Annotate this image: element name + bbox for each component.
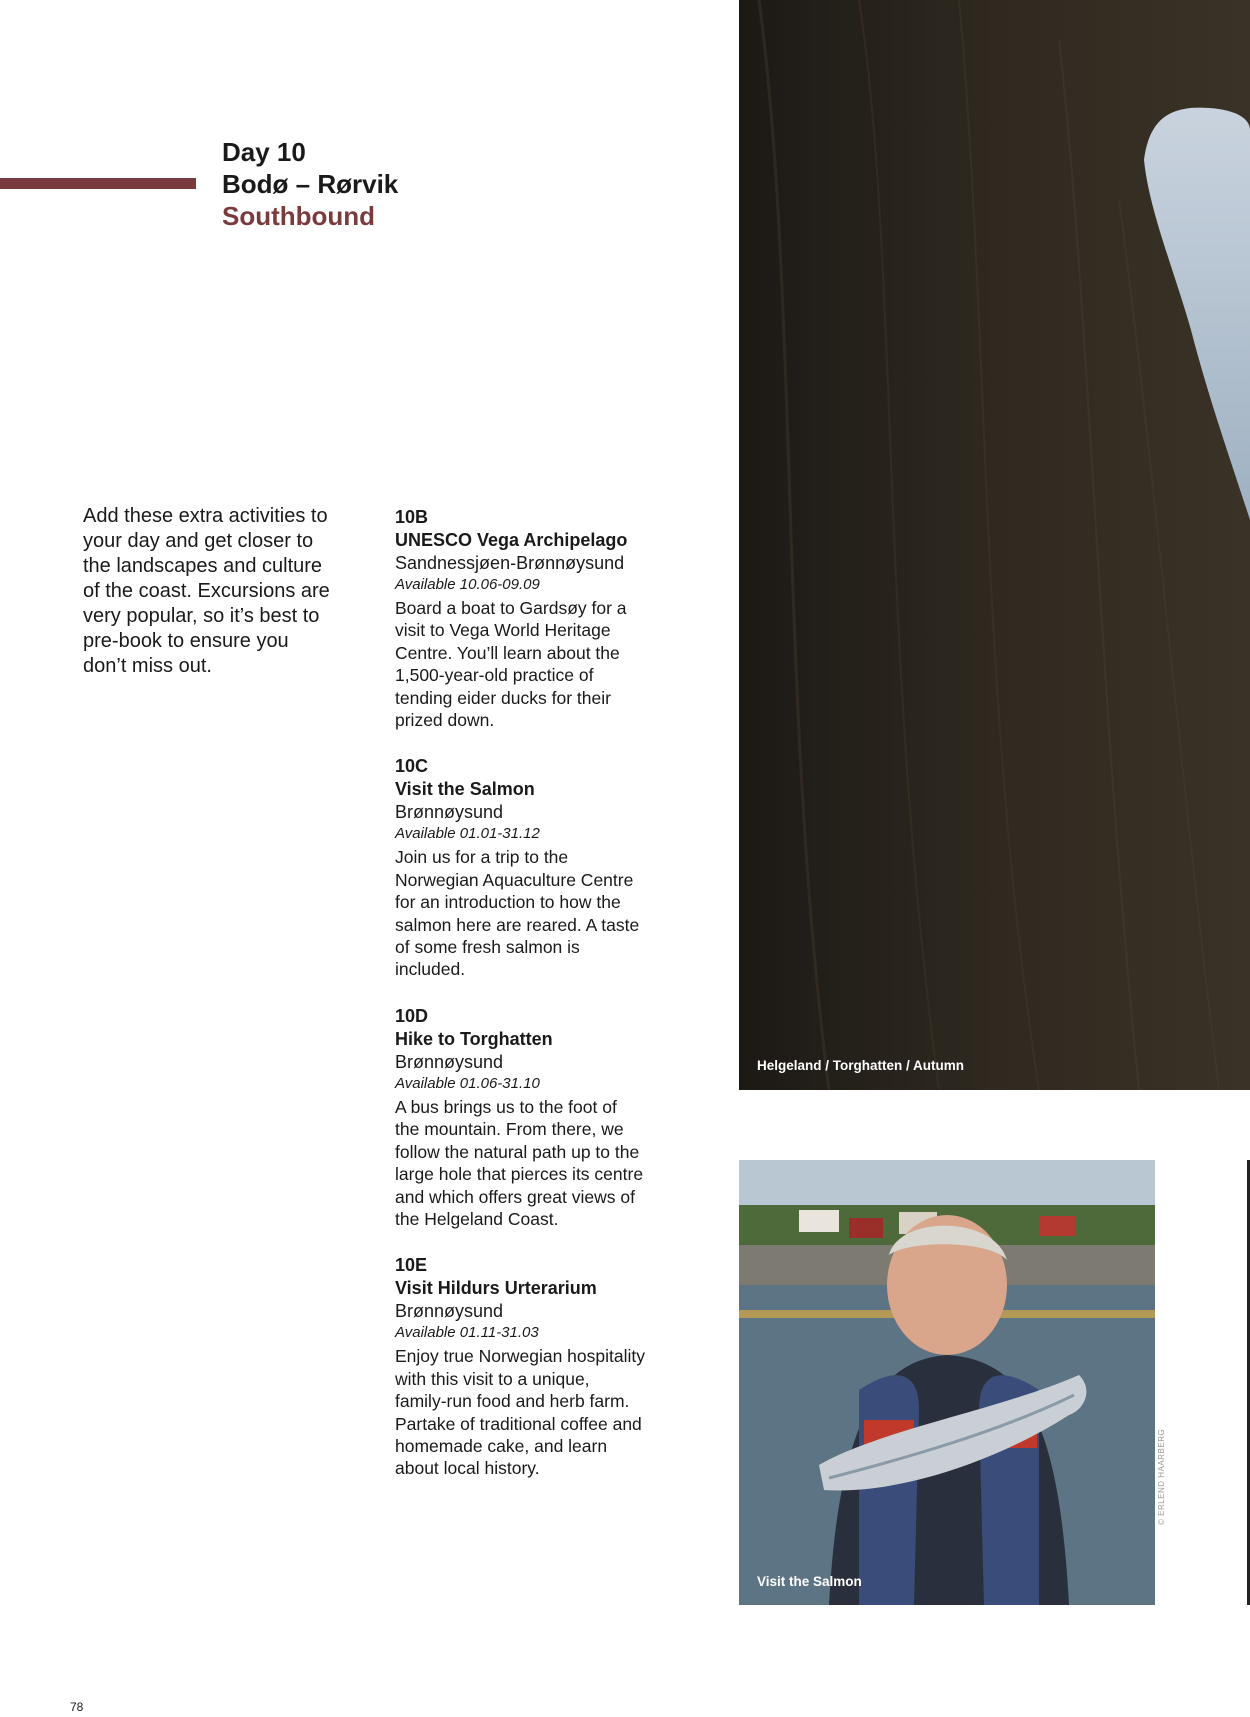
activity-availability: Available 01.01-31.12: [395, 825, 540, 843]
salmon-caption: Visit the Salmon: [757, 1574, 862, 1589]
activity-name: Visit Hildurs Urterarium: [395, 1278, 597, 1299]
salmon-photo: [739, 1160, 1155, 1605]
activity-route: Brønnøysund: [395, 802, 504, 823]
activity-name: Hike to Torghatten: [395, 1028, 553, 1049]
direction-label: Southbound: [222, 201, 376, 231]
activity-description: Join us for a trip to the Norwegian Aquaculture Centre for an introduction to how the salmon here are reared. A taste of some fresh salmon is included.: [395, 847, 640, 980]
activity-name: UNESCO Vega Archipelago: [395, 530, 628, 550]
activity-code: 10E: [395, 1255, 428, 1276]
page-number: 78: [70, 1700, 84, 1714]
activity-code: 10D: [395, 1005, 429, 1026]
route-label: Bodø – Rørvik: [222, 169, 399, 199]
activity-route: Brønnøysund: [395, 1051, 504, 1072]
activity-code: 10C: [395, 756, 429, 777]
activity-name: Visit the Salmon: [395, 779, 535, 800]
cliff-caption: Helgeland / Torghatten / Autumn: [757, 1058, 964, 1073]
activity-10d: [395, 1005, 645, 1230]
activity-10e: [395, 1254, 645, 1479]
activity-code: 10B: [395, 507, 429, 527]
photo-credit: © ERLEND HAARBERG: [1157, 1428, 1166, 1525]
activity-availability: Available 10.06-09.09: [395, 576, 540, 593]
activity-description: Enjoy true Norwegian hospitality with this visit to a unique, family-run food and herb farm. Partake of traditional coffee and homemade cake, and learn about local history.: [395, 1346, 645, 1479]
torghatten-photo: [739, 0, 1250, 1090]
page-title: [222, 136, 398, 232]
activity-description: Board a boat to Gardsøy for a visit to Vega World Heritage Centre. You’ll learn about the 1,500-year-old practice of tending eider ducks for their prized down.: [395, 598, 627, 731]
salmon-illustration: [739, 1160, 1155, 1605]
activity-description: A bus brings us to the foot of the mountain. From there, we follow the natural path up to the large hole that pierces its centre and which offers great views of the Helgeland Coast.: [395, 1096, 644, 1229]
activity-route: Brønnøysund: [395, 1301, 504, 1322]
intro-paragraph: Add these extra activities to your day and get closer to the landscapes and culture of the coast. Excursions are very popular, so it’s best to pre-book to ensure you don’t miss out.: [83, 505, 330, 677]
activity-availability: Available 01.11-31.03: [395, 1324, 539, 1342]
cliff-illustration: [739, 0, 1250, 1090]
accent-rule: [0, 178, 196, 189]
activity-availability: Available 01.06-31.10: [395, 1074, 540, 1092]
activity-10c: [395, 755, 645, 980]
activity-10b: [395, 506, 645, 731]
day-label: Day 10: [222, 137, 306, 167]
activity-route: Sandnessjøen-Brønnøysund: [395, 553, 625, 573]
activity-list: [395, 506, 645, 1504]
